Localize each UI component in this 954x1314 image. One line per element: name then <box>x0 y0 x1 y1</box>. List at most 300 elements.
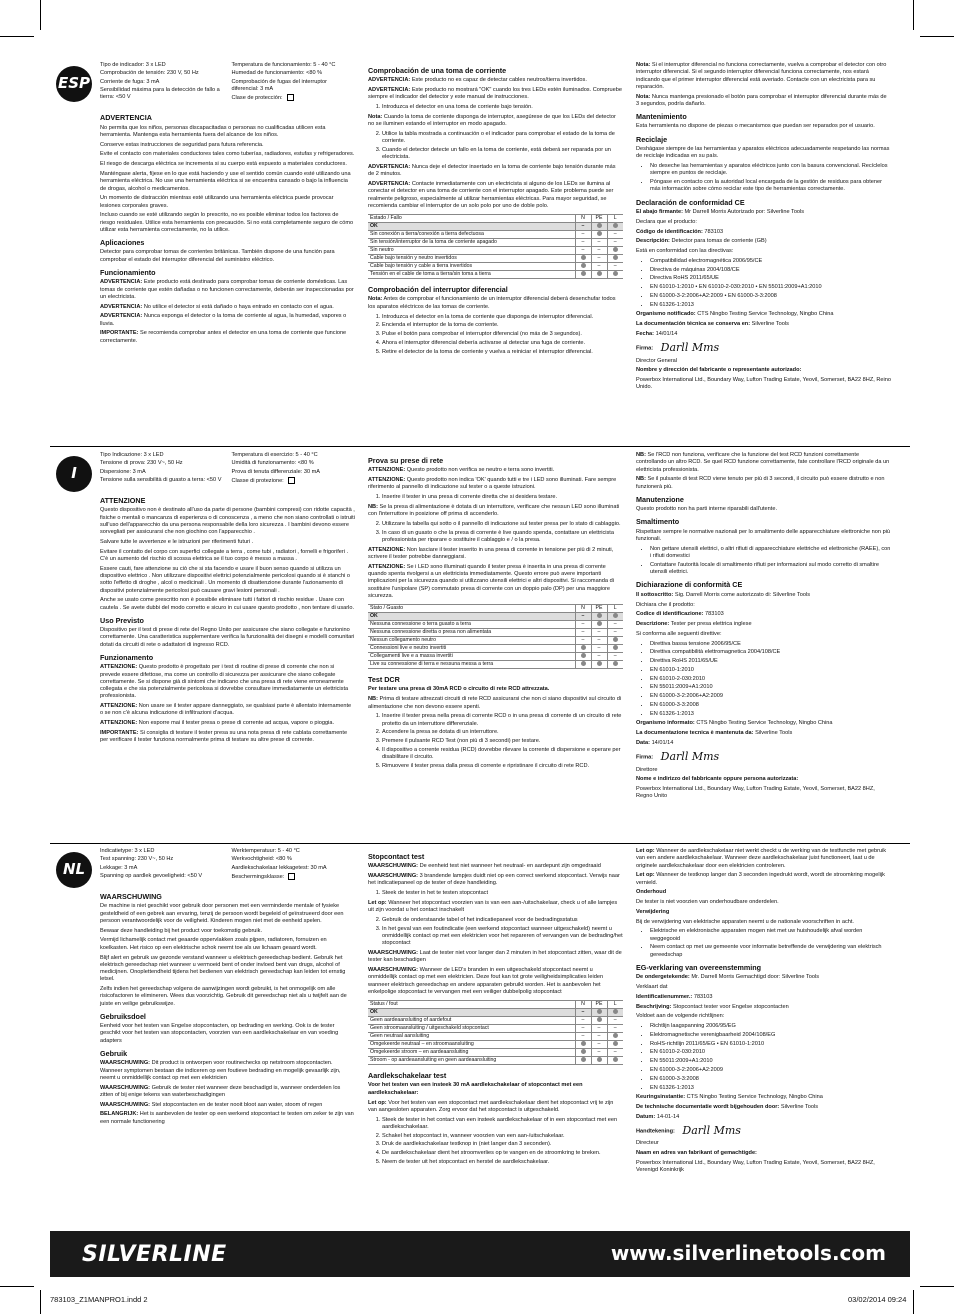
spec-text: Temperatura de funcionamiento: 5 - 40 °C <box>231 62 336 68</box>
paragraph <box>636 720 891 727</box>
fault-table <box>368 214 623 279</box>
label: Fecha: <box>636 330 655 337</box>
section-heading: Declaración de conformidad CE <box>636 197 745 207</box>
list-item: 3. Pulse el botón para comprobar el interruptor diferencial (no más de 3 segundos). <box>382 331 623 338</box>
website-url[interactable]: www.silverlinetools.com <box>610 1241 886 1265</box>
led-on-icon <box>597 621 602 626</box>
table-cell <box>607 1057 623 1065</box>
label: WAARSCHUWING: <box>368 967 419 974</box>
paragraph <box>636 1124 891 1138</box>
list-item: 1. Introduzca el detector en una toma de corriente bajo tensión. <box>382 104 623 111</box>
table-cell: – <box>607 653 623 661</box>
section-heading: Prova su prese di rete <box>368 456 444 465</box>
text: Mr. Darrell Morris Gemachtigd door: Silverline Tools <box>691 974 820 981</box>
paragraph <box>636 786 891 801</box>
paragraph <box>368 900 623 915</box>
spec-item <box>232 469 356 476</box>
paragraph <box>100 928 355 935</box>
table-row <box>368 621 623 629</box>
label: WAARSCHUWING: <box>368 863 419 870</box>
paragraph <box>368 950 623 965</box>
text: Powerbox International Ltd., Boundary Way, Lufton Trading Estate, Yeovil, Somerset, BA22 8HZ, Regno Unito <box>636 786 875 800</box>
label: WAARSCHUWING: <box>100 1084 151 1091</box>
paragraph <box>368 564 623 600</box>
paragraph <box>100 507 355 536</box>
table-cell <box>591 613 607 621</box>
text: 14/01/14 <box>655 330 678 337</box>
table-row <box>368 1049 623 1057</box>
led-on-icon <box>613 637 618 642</box>
column-header: N <box>575 215 591 223</box>
paragraph <box>636 1104 891 1111</box>
section-heading: Test DCR <box>368 675 400 685</box>
paragraph <box>636 506 891 513</box>
list-item: 3. Premere il pulsante RCD Test (non più di 3 secondi) per testare. <box>382 738 623 745</box>
text: Anche se usato come prescritto non è possibile eliminare tutti i fattori di rischio residue . Usare con cautela . Se avete dubbi del modo corretto e sicuro in cui usare questo prodotto , non tentare di usarlo. <box>100 597 355 611</box>
section-heading: Manutenzione <box>636 494 684 504</box>
text: Stopcontact tester voor Engelse stopcontacten <box>673 1003 789 1010</box>
table-cell: Geen aardeaansluiting of aardefout <box>368 1017 575 1025</box>
led-on-icon <box>613 223 618 228</box>
paragraph <box>100 937 355 952</box>
label: Código de identificación: <box>636 228 703 235</box>
text: Sig. Darrell Morris come autorizzato di: Silverline Tools <box>674 591 810 598</box>
text: De tester is niet voorzien van onderhoudbare onderdelen. <box>636 899 779 906</box>
spec-text: Classe di protezione: <box>231 477 284 484</box>
label: ATTENZIONE: <box>368 467 406 474</box>
spec-text: Werktemperatuur: 5 - 40 °C <box>231 848 300 854</box>
section-heading: Funzionamento <box>100 653 154 663</box>
text: Si conforma alle seguenti direttive: <box>636 630 722 637</box>
label: ADVERTENCIA: <box>368 77 411 84</box>
text: Bij de verwijdering van elektrische apparaten neemt u de nationale voorschriften in acht. <box>636 918 854 925</box>
column-3 <box>636 62 891 394</box>
led-on-icon <box>581 645 586 650</box>
table-cell <box>591 231 607 239</box>
text: CTS Ningbo Testing Service Technology, Ningbo China <box>696 720 833 727</box>
table-cell <box>607 645 623 653</box>
list-item: • Elektrische en elektronische apparaten mogen niet met uw huishoudelijk afval worden weggegooid <box>650 928 891 943</box>
label: Firma: <box>636 345 654 352</box>
table-cell <box>575 1057 591 1065</box>
list-item: • EN 61000-3-3:2008 <box>650 702 891 709</box>
list-item: • EN 61010-2-030:2010 <box>650 1049 891 1056</box>
numbered-list <box>368 917 623 948</box>
paragraph <box>636 94 891 109</box>
paragraph <box>636 377 891 392</box>
paragraph <box>368 863 623 870</box>
paragraph <box>100 1102 355 1109</box>
paragraph <box>100 720 355 727</box>
table-cell: – <box>591 247 607 255</box>
table-cell: – <box>575 223 591 231</box>
section-nl <box>50 848 910 1230</box>
paragraph <box>368 467 623 474</box>
spec-item <box>232 79 356 94</box>
spec-item: Corriente de fuga: 3 mA <box>100 78 160 85</box>
text: Voor het testen van een stopcontact met aardlekschakelaar dient het stopcontact vrij te zijn van aangesloten apparaten. Zorg ervoor dat het stopcontact is uitgeschakeld. <box>368 1099 614 1113</box>
spec-block <box>100 452 355 486</box>
section-heading: Funcionamiento <box>100 268 156 278</box>
label: Onderhoud <box>636 889 667 896</box>
table-cell <box>591 661 607 669</box>
label: Let op: <box>368 1099 387 1106</box>
paragraph <box>636 602 891 609</box>
list-item: 2. Encienda el interruptor de la toma de corriente. <box>382 322 623 329</box>
led-on-icon <box>597 223 602 228</box>
section-heading: ADVERTENCIA <box>100 113 152 123</box>
list-item: 3. In caso di un guasto o che la presa di corrente è live quando spenda, contattare un elettricista professionista per riparare o sostituire il cablaggio e / o la presa. <box>382 530 623 545</box>
list-item: • Directiva de máquinas 2004/108/CE <box>650 267 891 274</box>
paragraph <box>100 142 355 149</box>
column-2 <box>368 848 623 1169</box>
label: NB: <box>636 452 646 458</box>
column-header: N <box>575 1001 591 1009</box>
table-cell <box>575 1049 591 1057</box>
text: Questo prodotto non indica 'OK' quando tutti e tre i LED sono illuminati. Fare sempre riferimento al pannello di indicazione sul tester o a queste istruzioni. <box>368 477 617 491</box>
text: Questo prodotto non ha parti interne riparabili dall'utente. <box>636 506 778 513</box>
section-heading: Stopcontact test <box>368 852 425 861</box>
text: Silverline Tools <box>751 321 789 328</box>
paragraph <box>636 321 891 328</box>
text: Nunca deje el detector insertado en la toma de corriente bajo tensión durante más de 2 minutos. <box>368 164 616 178</box>
paragraph <box>636 889 891 896</box>
signature: Darll Mms <box>660 340 720 354</box>
spec-block <box>100 848 355 882</box>
label: ADVERTENCIA: <box>368 181 411 188</box>
specs-right <box>232 848 356 882</box>
list-item: 4. Il dispositivo a corrente residua (RCD) dovrebbe rilevare la corrente di dispersione e operare per disabilitare il circuito. <box>382 747 623 762</box>
bullet-list <box>636 641 891 718</box>
table-cell: – <box>575 247 591 255</box>
specs-right <box>232 62 356 103</box>
table-cell: – <box>591 653 607 661</box>
table-row <box>368 1033 623 1041</box>
column-3 <box>636 848 891 1177</box>
table-row <box>368 637 623 645</box>
text: Este producto no es capaz de detectar cables neutros/tierra invertidos. <box>411 77 587 84</box>
text: Non esporre mai il tester presa o prese di corrente ad acqua, vapore o pioggia. <box>138 720 335 727</box>
spec-item <box>232 865 356 872</box>
led-on-icon <box>581 255 586 260</box>
text: Powerbox International Ltd., Boundary Way, Lufton Trading Estate, Yeovil, Somerset, BA22 8HZ, Verenigd Koninkrijk <box>636 1159 875 1174</box>
paragraph <box>100 195 355 210</box>
list-item: • Compatibilidad electromagnética 2006/95/CE <box>650 258 891 265</box>
table-cell <box>607 1033 623 1041</box>
text: Wanneer de LED's branden in een uitgeschakeld stopcontact neemt u onmiddellijk contact op met een elektricien. Deze fout kan tot grote veiligheidsimplicaties leiden wanneer elektrisch gereedschap en andere apparaten gebruikt worden. Het is aanbevolen het enkelpolige stopcontact te vervangen met een veiliger dubbelpolig stopcontact <box>368 967 604 995</box>
table-cell <box>607 1009 623 1017</box>
paragraph <box>368 967 623 996</box>
section-heading: Aardlekschakelaar test <box>368 1071 447 1081</box>
table-cell: – <box>607 263 623 271</box>
led-on-icon <box>581 271 586 276</box>
numbered-list <box>368 494 623 501</box>
list-item: • EN 55011:2009+A1:2010 <box>650 684 891 691</box>
list-item: 2. Utilice la tabla mostrada a continuación o el indicador para comprobar el estado de la toma de corriente. <box>382 131 623 146</box>
label: Let op: <box>636 872 655 879</box>
label: ADVERTENCIA: <box>100 279 143 286</box>
list-item: • EN 61326-1:2013 <box>650 302 891 309</box>
label: Nome e indirizzo del fabbricante oppure persona autorizzata: <box>636 776 799 783</box>
language-badge: I <box>56 456 92 492</box>
label: Let op: <box>368 899 387 906</box>
label: Organismo informato: <box>636 720 695 727</box>
spec-item <box>232 477 356 485</box>
label: WAARSCHUWING: <box>100 1060 151 1067</box>
text: No utilice el detector si está dañado o haya entrado en contacto con el agua. <box>143 303 334 310</box>
text: Questo prodotto non verifica se neutro e terra sono invertiti. <box>406 467 555 474</box>
column-2 <box>368 452 623 773</box>
paragraph <box>636 358 891 365</box>
text: Zelfs indien het gereedschap volgens de aanwijzingen wordt gebruikt, is het onmogelijk om alle risicofactoren te elimineren. Wees dus voorzichtig. Gebruik dit gereedschap niet als u twijfelt aan de juiste en veilige gebruikswijze. <box>100 986 347 1007</box>
list-item: • No deseche las herramientas y aparatos eléctricos junto con la basura convencional. Recíclelos siempre en puntos de reciclaje. <box>650 163 891 178</box>
list-item: 1. Inserire il tester presa nella presa di corrente RCD o in una presa di corrente di un circuito di rete protetto da un interruttore differenziale. <box>382 713 623 728</box>
table-cell: – <box>607 1025 623 1033</box>
label: Beschrijving: <box>636 1003 672 1010</box>
paragraph <box>636 872 891 887</box>
paragraph <box>100 304 355 311</box>
led-on-icon <box>597 1057 602 1062</box>
label: ATTENZIONE: <box>368 563 406 570</box>
table-row <box>368 271 623 279</box>
paragraph <box>100 730 355 745</box>
paragraph <box>636 592 891 599</box>
text: El riesgo de descarga eléctrica se incrementa si su cuerpo está expuesto a materiales conductores. <box>100 161 347 168</box>
label: Nombre y dirección del fabricante o representante autorizado: <box>636 367 802 374</box>
section-heading: ATTENZIONE <box>100 496 146 506</box>
text: Questo prodotto è progettato per i test di routine di prese di corrente che non si prevede essere difettose, ma come un controllo di sicurezza per assicurare che siano collegate correttamente. Se si dispone già di sintomi che indicano che una presa di rete viene erroneamente collegata e che sia potenzialmente pericolosa si dovrebbe consultare immediatamente un elettricista professionista. <box>100 664 349 700</box>
text: Un momento de distracción mientras esté utilizando una herramienta eléctrica puede provocar lesiones corporales graves. <box>100 195 334 209</box>
led-on-icon <box>597 661 602 666</box>
table-cell: – <box>607 1049 623 1057</box>
text: Se il pulsante di test RCD viene tenuto per più di 3 secondi, il circuito può essere distrutto e non funzionerà più. <box>636 476 885 490</box>
table-row <box>368 223 623 231</box>
column-header: L <box>607 605 623 613</box>
text: Detector para comprobar tomas de corrientes británicas. También dispone de una función para comprobar el estado del interruptor diferencial del suministro eléctrico. <box>100 249 335 263</box>
label: Per testare una presa di 30mA RCD o circuito di rete RCD attrezzata. <box>368 686 550 693</box>
list-item: • Directiva RoHS 2011/65/UE <box>650 275 891 282</box>
table-cell: – <box>607 231 623 239</box>
signature: Darll Mms <box>682 1123 741 1137</box>
table-cell: Nessun collegamento neutro <box>368 637 575 645</box>
spec-item: Spanning op aardlek gevoeligheid: <50 V <box>100 872 203 879</box>
specs-left <box>100 848 224 882</box>
text: Non usare se il tester appare danneggiato, se qualsiasi parte è allentato internamente o se non c'è alcuna indicazione di infiltrazioni d'acqua. <box>100 703 352 717</box>
list-item: 4. De aardlekschakelaar dient het stroomverlies op te vangen en de stroomkring te breken. <box>382 1150 623 1157</box>
label: De technische documentatie wordt bijgehouden door: <box>636 1104 780 1111</box>
list-item: 1. Steek de tester in het contact van een insteek aardlekschakelaar of in een stopcontact met een aardlekschakelaar. <box>382 1117 623 1132</box>
section-esp <box>50 62 910 442</box>
section-heading: Smaltimento <box>636 517 680 527</box>
spec-item: Test spanning: 230 V~, 50 Hz <box>100 856 174 863</box>
text: Direttore <box>636 766 658 773</box>
label: ADVERTENCIA: <box>368 164 411 171</box>
table-cell: – <box>591 637 607 645</box>
spec-text: Comprobación de fugas del interruptor diferencial: 3 mA <box>231 78 327 92</box>
paragraph <box>368 181 623 210</box>
led-on-icon <box>613 645 618 650</box>
text: Stel stopcontacten en de tester nooit bloot aan water, stoom of regen <box>151 1101 323 1108</box>
bullet-list <box>636 163 891 194</box>
label: ATTENZIONE: <box>368 546 406 553</box>
text: Rispettare sempre le normative nazionali per lo smaltimento delle apparecchiature elettroniche non più funzionali. <box>636 528 891 543</box>
table-cell: – <box>607 1017 623 1025</box>
label: ATTENZIONE: <box>100 720 138 727</box>
text: Blijf alert en gebruik uw gezonde verstand wanneer u elektrisch gereedschap bedient. Gebruik het elektrisch gereedschap niet wanneer u vermoeid bent of onder invloed bent van drugs, alcohol of medicijnen. Onoplettendheid tijdens het bedienen van elektrisch gereedschap kan leiden tot ernstig letsel. <box>100 954 346 983</box>
list-item: • EN 61000-3-3:2008 <box>650 1076 891 1083</box>
paragraph <box>636 452 891 474</box>
text: Declara que el producto: <box>636 218 697 225</box>
table-cell: – <box>591 239 607 247</box>
spec-text: Temperatura di esercizio: 5 - 40 °C <box>231 452 318 458</box>
table-cell: Cable bajo tensión y cable a tierra invertidos <box>368 263 575 271</box>
paragraph <box>636 848 891 870</box>
section-heading: Gebruiksdoel <box>100 1011 146 1021</box>
list-item: 1. Steek de tester in het te testen stopcontact <box>382 890 623 897</box>
label: Nota: <box>368 296 383 303</box>
led-on-icon <box>597 613 602 618</box>
language-badge: NL <box>56 852 92 888</box>
label: Descripción: <box>636 238 670 245</box>
text: Esta herramienta no dispone de piezas o mecanismos que puedan ser reparados por el usuario. <box>636 123 875 130</box>
table-cell <box>607 613 623 621</box>
table-cell <box>607 1041 623 1049</box>
paragraph <box>636 740 891 747</box>
led-on-icon <box>581 263 586 268</box>
list-item: • Richtlijn laagspanning 2006/95/EG <box>650 1023 891 1030</box>
table-cell <box>591 223 607 231</box>
spec-text: Clase de protección: <box>231 95 283 102</box>
spec-text: Humedad de funcionamiento: <80 % <box>231 70 323 77</box>
paragraph <box>636 219 891 226</box>
table-cell: Geen stroomaansluiting / uitgeschakeld stopcontact <box>368 1025 575 1033</box>
spec-text: Prova di tenuta differenziale: 30 mA <box>231 468 321 475</box>
column-header: PE <box>591 1001 607 1009</box>
table-cell: – <box>575 621 591 629</box>
list-item: • EN 61000-3-2:2006+A2:2009 <box>650 1067 891 1074</box>
led-on-icon <box>581 1057 586 1062</box>
led-on-icon <box>613 255 618 260</box>
paragraph <box>100 1060 355 1082</box>
paragraph <box>636 1150 891 1157</box>
list-item: • Neem contact op met uw gemeente voor informatie betreffende de verwijdering van elektrisch gereedschap <box>650 944 891 959</box>
table-cell: – <box>575 637 591 645</box>
signature: Darll Mms <box>660 749 720 763</box>
paragraph <box>100 955 355 984</box>
list-item: • EN 61000-3-2:2006+A2:2009 <box>650 693 891 700</box>
paragraph <box>636 248 891 255</box>
table-cell <box>607 223 623 231</box>
numbered-list <box>368 890 623 897</box>
label: WAARSCHUWING: <box>100 1101 151 1108</box>
list-item: • Elektromagnetische verenigbaarheid 2004/108/EG <box>650 1032 891 1039</box>
spec-item: Tensione sulla sensibilità di guasto a terra: <50 V <box>100 476 222 483</box>
paragraph <box>368 504 623 519</box>
text: Mr Darrell Morris Autorizado por: Silverline Tools <box>684 209 805 216</box>
led-on-icon <box>581 1049 586 1054</box>
led-on-icon <box>597 1009 602 1014</box>
column-header: N <box>575 605 591 613</box>
paragraph <box>368 296 623 311</box>
list-item: • EN 61010-1:2010 <box>650 667 891 674</box>
paragraph <box>636 984 891 991</box>
spec-block <box>100 62 355 103</box>
list-item: • Direttiva bassa tensione 2006/95/CE <box>650 641 891 648</box>
table-row <box>368 645 623 653</box>
text: Gebruik de tester niet wanneer deze beschadigd is, wanneer onderdelen los zitten of bij enige tekens van waterbeschadigingen <box>100 1084 341 1098</box>
label: IMPORTANTE: <box>100 730 139 736</box>
table-cell: – <box>575 613 591 621</box>
table-cell: Cable bajo tensión y neutro invertidos <box>368 255 575 263</box>
paragraph <box>368 696 623 711</box>
table-cell: – <box>607 621 623 629</box>
paragraph <box>636 994 891 1001</box>
paragraph <box>100 627 355 649</box>
table-cell <box>575 645 591 653</box>
label: Nota: <box>368 113 383 120</box>
spec-item <box>232 856 356 863</box>
table-row <box>368 653 623 661</box>
paragraph <box>636 146 891 161</box>
paragraph <box>636 62 891 91</box>
table-row <box>368 629 623 637</box>
text: CTS Ningbo Testing Service Technology, Ningbo China <box>686 1094 823 1101</box>
list-item: • Direttiva compatibilità elettromagnetica 2004/108/CE <box>650 649 891 656</box>
table-cell: Connessioni live e neutro invertiti <box>368 645 575 653</box>
table-row <box>368 247 623 255</box>
label: Data: <box>636 740 650 747</box>
table-cell: – <box>591 255 607 263</box>
text: Dit product is ontworpen voor routinechecks op netstroom stopcontacten. Wanneer symptomen bestaan die indiceren op een foutieve bedrading en mogelijk gevaarlijk zijn, neemt u onmiddellijk contact op met een elektricien <box>100 1060 341 1081</box>
text: Powerbox International Ltd., Boundary Way, Lufton Trading Estate, Yeovil, Somerset, BA22 8HZ, Reino Unido. <box>636 377 891 391</box>
paragraph <box>368 164 623 179</box>
table-row <box>368 239 623 247</box>
led-on-icon <box>581 653 586 658</box>
label: NB: <box>368 696 378 703</box>
text: CTS Ningbo Testing Service Technology, Ningbo China <box>697 311 834 318</box>
text: Nunca exponga el detector o la toma de corriente al agua, la humedad, vapores o lluvia. <box>100 313 347 327</box>
label: La documentación técnica se conserva en: <box>636 321 751 328</box>
list-item: 5. Retire el detector de la toma de corriente y vuelva a reiniciar el interruptor diferencial. <box>382 349 623 356</box>
label: El abajo firmante: <box>636 209 683 216</box>
list-item: • Contattare l'autorità locale di smaltimento rifiuti per informazioni sul modo corretto di smaltire utensili elettrici. <box>650 562 891 577</box>
column-3 <box>636 452 891 803</box>
text: Se recomienda comprobar antes el detector en una toma de corriente que funcione correctamente. <box>100 330 347 344</box>
class-ii-icon <box>288 873 295 880</box>
label: Identificatienummer.: <box>636 993 693 1000</box>
text: Verklaart dat <box>636 984 668 991</box>
label: BELANGRIJK: <box>100 1111 139 1118</box>
spec-item: Sensibilidad máxima para la detección de fallo a tierra: <50 V <box>100 86 220 101</box>
spec-text: Aardlekschakelaar lekkagetest: 30 mA <box>231 864 327 871</box>
section-heading: WAARSCHUWING <box>100 892 162 902</box>
paragraph <box>636 631 891 638</box>
paragraph <box>368 686 623 693</box>
paragraph <box>636 621 891 628</box>
column-header: Estado / Fallo <box>368 215 575 223</box>
paragraph <box>636 529 891 544</box>
text: Tester per presa elettrica inglese <box>670 621 752 628</box>
table-row <box>368 1025 623 1033</box>
text: Wanneer de testknop langer dan 3 seconden ingedrukt wordt, wordt de stroomkring mogelijk vernield. <box>636 872 885 886</box>
text: Si consiglia di testare il tester presa su una nota presa di rete cablata correttamente per verificare il tester funziona normalmente prima di testare su altre prese di corrente. <box>100 730 348 744</box>
list-item: • Non gettare utensili elettrici, o altri rifiuti di apparecchiature elettriche ed elettroniche (RAEE), con i rifiuti domestici <box>650 546 891 561</box>
list-item: • EN 61326-1:2013 <box>650 1085 891 1092</box>
led-on-icon <box>613 1009 618 1014</box>
text: Directeur <box>636 1140 659 1147</box>
list-item: 3. In het geval van een foutindicatie (een werkend stopcontact wanneer uitgeschakeld) neemt u onmiddellijk contact op met een elektricien voor het repareren of vervangen van de bedrading/het stopcontact <box>382 926 623 948</box>
label: ADVERTENCIA: <box>368 87 411 94</box>
